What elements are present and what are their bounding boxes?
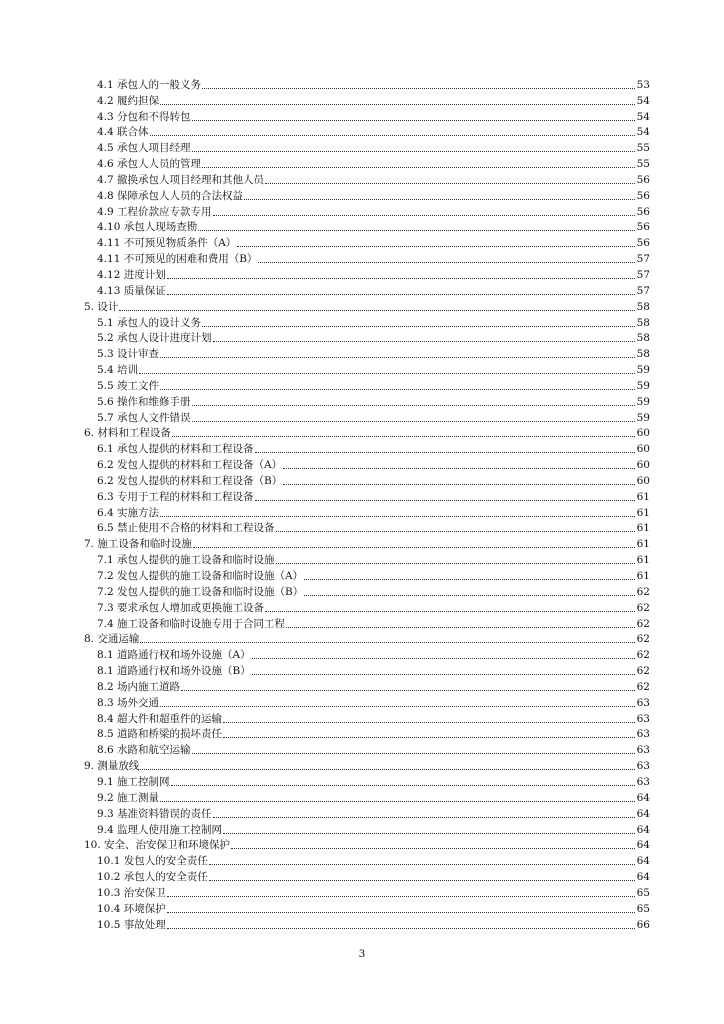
toc-entry-page: 59 (636, 364, 650, 377)
toc-entry-label: 4.11 不可预见的困难和费用（B） (97, 253, 258, 266)
toc-entry-label: 6.3 专用于工程的材料和工程设备 (97, 490, 254, 503)
toc-entry-page: 56 (636, 221, 650, 234)
toc-entry-page: 66 (636, 918, 650, 931)
dot-leader (244, 198, 635, 200)
dot-leader (160, 103, 635, 105)
toc-entry-label: 4.13 质量保证 (97, 284, 166, 297)
toc-entry-page: 58 (636, 300, 650, 313)
toc-section-row[interactable] (84, 409, 650, 425)
toc-entry-label: 5.1 承包人的设计义务 (97, 316, 202, 329)
toc-entry-label: 10.4 环境保护 (97, 902, 166, 915)
toc-section-row[interactable] (84, 345, 650, 361)
toc-entry-page: 55 (636, 142, 650, 155)
toc-entry-page: 54 (636, 126, 650, 139)
toc-entry-page: 57 (636, 268, 650, 281)
toc-chapter-row[interactable] (84, 298, 650, 314)
toc-section-row[interactable] (84, 868, 650, 884)
dot-leader (139, 372, 635, 374)
dot-leader (150, 134, 635, 136)
toc-entry-page: 60 (636, 427, 650, 440)
toc-entry-page: 56 (636, 205, 650, 218)
dot-leader (160, 388, 635, 390)
dot-leader (252, 673, 635, 675)
toc-entry-page: 63 (636, 728, 650, 741)
toc-entry-label: 10.2 承包人的安全责任 (97, 871, 208, 884)
toc-entry-page: 57 (636, 253, 650, 266)
toc-entry-label: 4.1 承包人的一般义务 (97, 78, 202, 91)
dot-leader (171, 784, 635, 786)
dot-leader (167, 293, 635, 295)
dot-leader (160, 705, 635, 707)
toc-section-row[interactable] (84, 789, 650, 805)
toc-entry-page: 61 (636, 554, 650, 567)
toc-chapter-row[interactable] (84, 425, 650, 441)
dot-leader (209, 863, 635, 865)
toc-entry-page: 59 (636, 411, 650, 424)
toc-section-row[interactable] (84, 330, 650, 346)
dot-leader (192, 150, 635, 152)
toc-entry-page: 64 (636, 839, 650, 852)
toc-section-row[interactable] (84, 678, 650, 694)
toc-section-row[interactable] (84, 92, 650, 108)
toc-entry-page: 59 (636, 395, 650, 408)
toc-entry-label: 6.2 发包人提供的材料和工程设备（B） (97, 474, 283, 487)
toc-section-row[interactable] (84, 646, 650, 662)
toc-entry-page: 61 (636, 506, 650, 519)
dot-leader (255, 499, 635, 501)
toc-entry-page: 65 (636, 902, 650, 915)
toc-entry-page: 58 (636, 316, 650, 329)
toc-entry-label: 5.3 设计审查 (97, 348, 160, 361)
toc-entry-label: 4.9 工程价款应专款专用 (97, 205, 212, 218)
toc-entry-page: 63 (636, 696, 650, 709)
toc-section-row[interactable] (84, 393, 650, 409)
toc-entry-label: 5.4 培训 (97, 364, 139, 377)
toc-section-row[interactable] (84, 472, 650, 488)
toc-entry-page: 64 (636, 823, 650, 836)
toc-entry-label: 5.5 竣工文件 (97, 379, 160, 392)
toc-section-row[interactable] (84, 234, 650, 250)
toc-entry-label: 4.8 保障承包人人员的合法权益 (97, 189, 244, 202)
toc-entry-page: 60 (636, 474, 650, 487)
dot-leader (283, 467, 635, 469)
toc-entry-label: 4.3 分包和不得转包 (97, 110, 191, 123)
toc-entry-label: 8.6 水路和航空运输 (97, 744, 191, 757)
toc-entry-label: 10.1 发包人的安全责任 (97, 855, 208, 868)
toc-entry-label: 8.1 道路通行权和场外设施（B） (97, 665, 251, 678)
toc-entry-label: 7. 施工设备和临时设施 (84, 538, 192, 551)
toc-section-row[interactable] (84, 821, 650, 837)
toc-entry-page: 56 (636, 237, 650, 250)
toc-entry-page: 63 (636, 744, 650, 757)
toc-chapter-row[interactable] (84, 631, 650, 647)
toc-entry-page: 63 (636, 712, 650, 725)
dot-leader (304, 594, 635, 596)
toc-entry-label: 5.6 操作和维修手册 (97, 395, 191, 408)
toc-section-row[interactable] (84, 583, 650, 599)
dot-leader (181, 689, 635, 691)
dot-leader (252, 657, 635, 659)
toc-section-row[interactable] (84, 282, 650, 298)
toc-entry-label: 6.2 发包人提供的材料和工程设备（A） (97, 459, 283, 472)
dot-leader (167, 911, 635, 913)
toc-entry-label: 7.4 施工设备和临时设施专用于合同工程 (97, 617, 286, 630)
toc-entry-page: 64 (636, 871, 650, 884)
toc-entry-label: 9.4 监理人使用施工控制网 (97, 823, 223, 836)
toc-entry-label: 7.3 要求承包人增加或更换施工设备 (97, 601, 265, 614)
dot-leader (202, 87, 635, 89)
toc-section-row[interactable] (84, 900, 650, 916)
toc-entry-label: 6.4 实施方法 (97, 506, 160, 519)
toc-entry-label: 4.10 承包人现场查勘 (97, 221, 198, 234)
toc-section-row[interactable] (84, 76, 650, 92)
toc-chapter-row[interactable] (84, 837, 650, 853)
toc-entry-label: 8.5 道路和桥梁的损坏责任 (97, 728, 223, 741)
toc-entry-page: 62 (636, 680, 650, 693)
toc-entry-page: 64 (636, 807, 650, 820)
dot-leader (202, 325, 635, 327)
toc-section-row[interactable] (84, 773, 650, 789)
toc-section-row[interactable] (84, 694, 650, 710)
toc-section-row[interactable] (84, 916, 650, 932)
toc-section-row[interactable] (84, 710, 650, 726)
toc-section-row[interactable] (84, 615, 650, 631)
toc-entry-page: 54 (636, 110, 650, 123)
dot-leader (119, 309, 635, 311)
dot-leader (167, 927, 635, 929)
toc-entry-page: 53 (636, 78, 650, 91)
toc-entry-label: 9.3 基准资料错误的责任 (97, 807, 212, 820)
toc-entry-page: 65 (636, 886, 650, 899)
toc-entry-page: 61 (636, 490, 650, 503)
toc-entry-label: 10.3 治安保卫 (97, 886, 166, 899)
toc-entry-page: 61 (636, 538, 650, 551)
toc-section-row[interactable] (84, 108, 650, 124)
toc-section-row[interactable] (84, 488, 650, 504)
toc-entry-label: 7.2 发包人提供的施工设备和临时设施（B） (97, 585, 304, 598)
toc-entry-label: 9. 测量放线 (84, 760, 140, 773)
toc-entry-label: 5. 设计 (84, 300, 119, 313)
dot-leader (265, 182, 635, 184)
toc-section-row[interactable] (84, 361, 650, 377)
toc-entry-label: 4.7 撤换承包人项目经理和其他人员 (97, 173, 265, 186)
toc-section-row[interactable] (84, 551, 650, 567)
toc-entry-label: 4.11 不可预见物质条件（A） (97, 237, 237, 250)
dot-leader (172, 435, 635, 437)
dot-leader (213, 340, 635, 342)
toc-section-row[interactable] (84, 314, 650, 330)
toc-entry-page: 63 (636, 775, 650, 788)
dot-leader (283, 483, 635, 485)
toc-entry-page: 62 (636, 601, 650, 614)
toc-entry-page: 59 (636, 379, 650, 392)
toc-entry-label: 7.2 发包人提供的施工设备和临时设施（A） (97, 570, 304, 582)
dot-leader (231, 847, 635, 849)
page-number: 3 (358, 948, 366, 960)
toc-entry-label: 8.1 道路通行权和场外设施（A） (97, 649, 251, 662)
toc-section-row[interactable] (84, 219, 650, 235)
dot-leader (265, 610, 635, 612)
toc-section-row[interactable] (84, 377, 650, 393)
toc-section-row[interactable] (84, 266, 650, 282)
dot-leader (213, 214, 635, 216)
toc-entry-page: 61 (636, 570, 650, 582)
toc-section-row[interactable] (84, 155, 650, 171)
dot-leader (286, 626, 635, 628)
toc-entry-label: 8.3 场外交通 (97, 696, 160, 709)
dot-leader (255, 451, 635, 453)
toc-section-row[interactable] (84, 124, 650, 140)
toc-entry-page: 62 (636, 585, 650, 598)
toc-entry-page: 60 (636, 459, 650, 472)
toc-section-row[interactable] (84, 139, 650, 155)
toc-entry-page: 62 (636, 665, 650, 678)
dot-leader (202, 166, 635, 168)
toc-entry-label: 9.1 施工控制网 (97, 775, 170, 788)
toc-entry-page: 64 (636, 791, 650, 804)
toc-chapter-row[interactable] (84, 535, 650, 551)
toc-entry-page: 56 (636, 173, 650, 186)
toc-entry-label: 5.2 承包人设计进度计划 (97, 332, 212, 345)
dot-leader (304, 578, 635, 580)
dot-leader (192, 420, 635, 422)
toc-section-row[interactable] (84, 187, 650, 203)
dot-leader (167, 277, 635, 279)
toc-entry-page: 54 (636, 94, 650, 107)
toc-entry-page: 62 (636, 649, 650, 662)
toc-entry-page: 55 (636, 158, 650, 171)
toc-entry-label: 8.2 场内施工道路 (97, 680, 181, 693)
toc-section-row[interactable] (84, 599, 650, 615)
toc-section-row[interactable] (84, 726, 650, 742)
dot-leader (193, 546, 635, 548)
toc-entry-label: 4.12 进度计划 (97, 268, 166, 281)
toc-entry-label: 4.5 承包人项目经理 (97, 142, 191, 155)
toc-entry-label: 7.1 承包人提供的施工设备和临时设施 (97, 554, 275, 567)
toc-section-row[interactable] (84, 440, 650, 456)
toc-section-row[interactable] (84, 741, 650, 757)
toc-entry-page: 57 (636, 284, 650, 297)
dot-leader (258, 261, 635, 263)
dot-leader (160, 356, 635, 358)
toc-entry-page: 58 (636, 348, 650, 361)
dot-leader (209, 879, 635, 881)
toc-section-row[interactable] (84, 171, 650, 187)
dot-leader (276, 562, 635, 564)
table-of-contents (84, 76, 650, 932)
toc-entry-label: 4.2 履约担保 (97, 94, 160, 107)
toc-entry-label: 8.4 超大件和超重件的运输 (97, 712, 223, 725)
dot-leader (223, 832, 635, 834)
dot-leader (223, 736, 635, 738)
toc-section-row[interactable] (84, 504, 650, 520)
dot-leader (198, 229, 635, 231)
dot-leader (160, 800, 635, 802)
toc-entry-label: 6.1 承包人提供的材料和工程设备 (97, 443, 254, 456)
dot-leader (167, 895, 635, 897)
toc-entry-label: 5.7 承包人文件错误 (97, 411, 191, 424)
toc-section-row[interactable] (84, 203, 650, 219)
toc-entry-label: 4.4 联合体 (97, 126, 149, 139)
toc-entry-page: 56 (636, 189, 650, 202)
dot-leader (276, 530, 635, 532)
toc-section-row[interactable] (84, 662, 650, 678)
toc-section-row[interactable] (84, 805, 650, 821)
toc-section-row[interactable] (84, 567, 650, 583)
toc-entry-label: 4.6 承包人人员的管理 (97, 158, 202, 171)
toc-section-row[interactable] (84, 520, 650, 536)
dot-leader (192, 119, 635, 121)
toc-entry-page: 62 (636, 617, 650, 630)
toc-section-row[interactable] (84, 250, 650, 266)
dot-leader (160, 515, 635, 517)
toc-entry-page: 63 (636, 760, 650, 773)
toc-entry-label: 9.2 施工测量 (97, 791, 160, 804)
dot-leader (140, 641, 635, 643)
toc-section-row[interactable] (84, 456, 650, 472)
toc-entry-label: 6. 材料和工程设备 (84, 427, 171, 440)
dot-leader (192, 404, 635, 406)
dot-leader (213, 816, 635, 818)
dot-leader (192, 752, 635, 754)
toc-chapter-row[interactable] (84, 757, 650, 773)
toc-entry-label: 10.5 事故处理 (97, 918, 166, 931)
toc-section-row[interactable] (84, 852, 650, 868)
toc-entry-page: 64 (636, 855, 650, 868)
dot-leader (223, 721, 635, 723)
dot-leader (237, 245, 635, 247)
toc-entry-page: 60 (636, 443, 650, 456)
toc-section-row[interactable] (84, 884, 650, 900)
toc-entry-page: 58 (636, 332, 650, 345)
toc-entry-label: 8. 交通运输 (84, 633, 140, 646)
toc-entry-page: 62 (636, 633, 650, 646)
toc-entry-label: 10. 安全、治安保卫和环境保护 (84, 839, 231, 852)
dot-leader (140, 768, 635, 770)
toc-entry-label: 6.5 禁止使用不合格的材料和工程设备 (97, 522, 275, 535)
toc-entry-page: 61 (636, 522, 650, 535)
